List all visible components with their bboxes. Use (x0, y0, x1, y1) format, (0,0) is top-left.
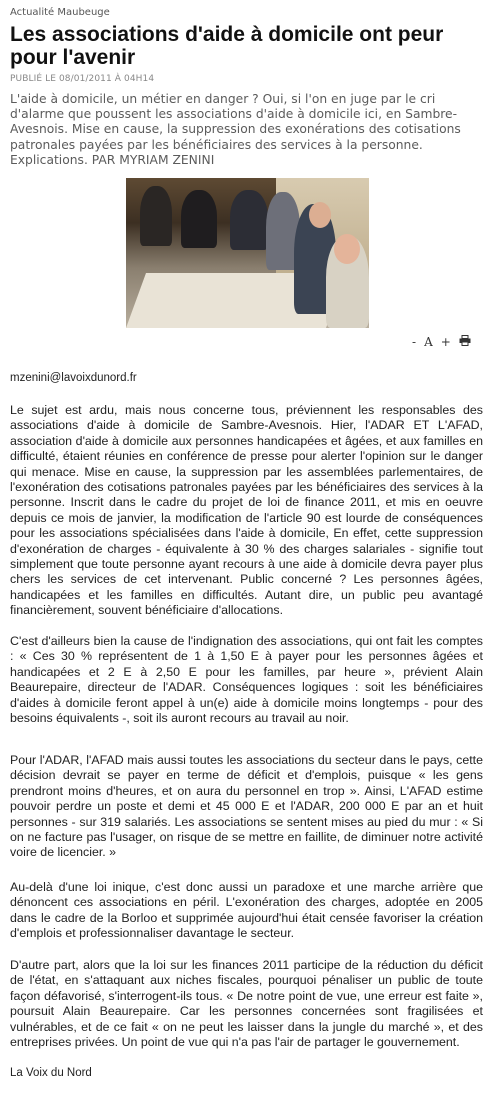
font-decrease-button[interactable]: - (412, 335, 417, 349)
publish-date: PUBLIÉ LE 08/01/2011 À 04H14 (10, 74, 155, 84)
article-tools (412, 335, 471, 349)
font-size-label: A (424, 335, 433, 349)
body-paragraph-2: C'est d'ailleurs bien la cause de l'indignation des associations, qui ont fait les comptes : « Ces 30 % représentent de 1 à 1,50 E à payer pour les personnes âgées et handicapées et 2 E à 2,50 E pour les familles, par heure », prévient Alain Beaurepaire, directeur de l'ADAR. Conséquences logiques : soit les bénéficiaires d'aides à domicile feront appel à un(e) aide à domicile moins longtemps - pour des besoins équivalents -, soit ils auront recours au travail au noir. (10, 634, 483, 726)
body-paragraph-5: D'autre part, alors que la loi sur les finances 2011 participe de la réduction du déficit de l'état, en s'attaquant aux niches fiscales, pourquoi pénaliser un public de toute façon défavorisé, s'interrogent-ils tous. « De notre point de vue, une erreur est faite », poursuit Alain Beaurepaire. Car les personnes concernées sont fragilisées et vulnérables, et de ce fait « on ne peut les laisser dans la jungle du marché », et des entreprises privées. Un point de vue qui n'a pas l'air de partager le gouvernement. (10, 958, 483, 1050)
article-photo (126, 178, 369, 328)
body-paragraph-3: Pour l'ADAR, l'AFAD mais aussi toutes les associations du secteur dans le pays, cette décision devrait se payer en terme de déficit et d'emplois, puisque « les gens prendront moins d'heures, et on aura du personnel en trop ». Ainsi, L'AFAD estime pouvoir perdre un poste et demi et 45 000 E et l'ADAR, 200 000 E par an et huit personnes - sur 319 salariés. Les associations se sentent mises au pied du mur : « Si on ne facture pas l'usager, on risque de se mettre en faillite, de diminuer notre activité voire de licencier. » (10, 753, 483, 860)
body-paragraph-4: Au-delà d'une loi inique, c'est donc aussi un paradoxe et une marche arrière que dénoncent ces associations en péril. L'exonération des charges, adoptée en 2005 dans le cadre de la Borloo et supprimée aujourd'hui était censée favoriser la création d'emplois et professionnaliser davantage le secteur. (10, 880, 483, 941)
section-label[interactable]: Actualité Maubeuge (10, 7, 110, 18)
body-paragraph-1: Le sujet est ardu, mais nous concerne tous, préviennent les responsables des associations d'aide à domicile de Sambre-Avesnois. Hier, l'ADAR ET L'AFAD, association d'aide à domicile aux personnes handicapées et âgées, et aux familles en difficulté, étaient réunies en conférence de presse pour alerter l'opinion sur le danger qui menace. Mise en cause, la suppression par les assemblées parlementaires, de l'exonération des cotisations patronales payées par les bénéficiaires des services à la personne. Inscrit dans le cadre du projet de loi de finance 2011, et mis en oeuvre depuis ce mois de janvier, la modification de l'article 90 est lourde de conséquences pour les associations spécialisées dans l'aide à domicile, En effet, cette suppression d'exonération de charges - équivalente à 30 % des charges salariales - signifie tout simplement que toute personne ayant recours à une aide à domicile devra payer plus chers les services de cet intervenant. Public concerné ? Les personnes âgées, handicapées et les familles en difficultés. Autant dire, un public peu avantagé financièrement, souvent bénéficiaire d'allocations. (10, 403, 483, 618)
author-email[interactable]: mzenini@lavoixdunord.fr (10, 372, 137, 384)
article-lead: L'aide à domicile, un métier en danger ? Oui, si l'on en juge par le cri d'alarme que poussent les associations d'aide à domicile ici, en Sambre-Avesnois. Mise en cause, la suppression des exonérations des cotisations patronales payées par les bénéficiaires des services à la personne. Explications. PAR MYRIAM ZENINI (10, 92, 461, 167)
article-title: Les associations d'aide à domicile ont peur pour l'avenir (10, 23, 444, 69)
article-source: La Voix du Nord (10, 1067, 92, 1079)
printer-icon[interactable] (459, 335, 471, 349)
font-increase-button[interactable]: + (440, 335, 451, 349)
